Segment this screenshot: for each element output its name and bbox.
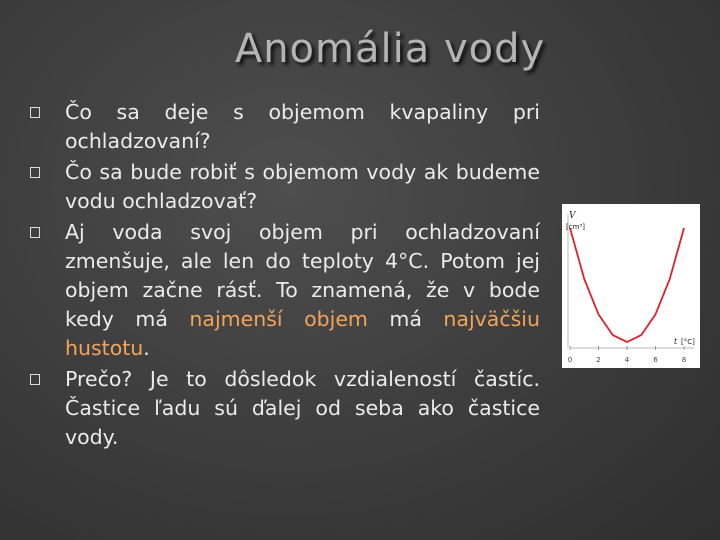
chart-svg	[562, 204, 700, 368]
bullet-text: má	[367, 307, 444, 331]
bullet-text: Aj voda svoj objem pri ochladzovaní zmenšuje, ale len do teploty 4°C. Potom jej objem začne rásť. To znamená, že v bode kedy má	[65, 220, 540, 331]
x-axis-label: t	[674, 337, 678, 346]
bullet-text: Prečo? Je to dôsledok vzdialeností častíc. Častice ľadu sú ďalej od seba ako častice vody.	[65, 367, 540, 449]
x-tick-label: 4	[624, 356, 630, 364]
bullet-box-icon	[30, 374, 40, 385]
volume-curve	[570, 228, 684, 342]
x-axis-unit: [°C]	[681, 338, 695, 346]
x-tick-label: 8	[681, 356, 687, 364]
slide-title	[0, 26, 720, 72]
x-tick-label: 6	[653, 356, 658, 364]
bullet-box-icon	[30, 107, 40, 118]
bullet-item	[30, 218, 540, 363]
bullet-item	[30, 365, 540, 452]
bullet-text: .	[143, 336, 150, 360]
highlighted-text: najmenší objem	[189, 307, 368, 331]
slide-title-text: Anomália vody	[234, 26, 546, 72]
bullet-text: Čo sa bude robiť s objemom vody ak budeme vodu ochladzovať?	[65, 160, 540, 213]
bullet-box-icon	[30, 167, 40, 178]
bullet-item	[30, 98, 540, 156]
y-axis-label: V	[569, 211, 576, 221]
bullet-text: Čo sa deje s objemom kvapaliny pri ochladzovaní?	[65, 100, 540, 153]
volume-temperature-chart	[562, 204, 700, 368]
x-tick-label: 0	[567, 356, 573, 364]
bullet-list	[30, 98, 540, 454]
y-axis-unit: [cm³]	[566, 223, 585, 231]
bullet-item	[30, 158, 540, 216]
bullet-box-icon	[30, 227, 40, 238]
highlighted-text: najväčšiu hustotu	[65, 307, 540, 360]
x-tick-label: 2	[596, 356, 601, 364]
